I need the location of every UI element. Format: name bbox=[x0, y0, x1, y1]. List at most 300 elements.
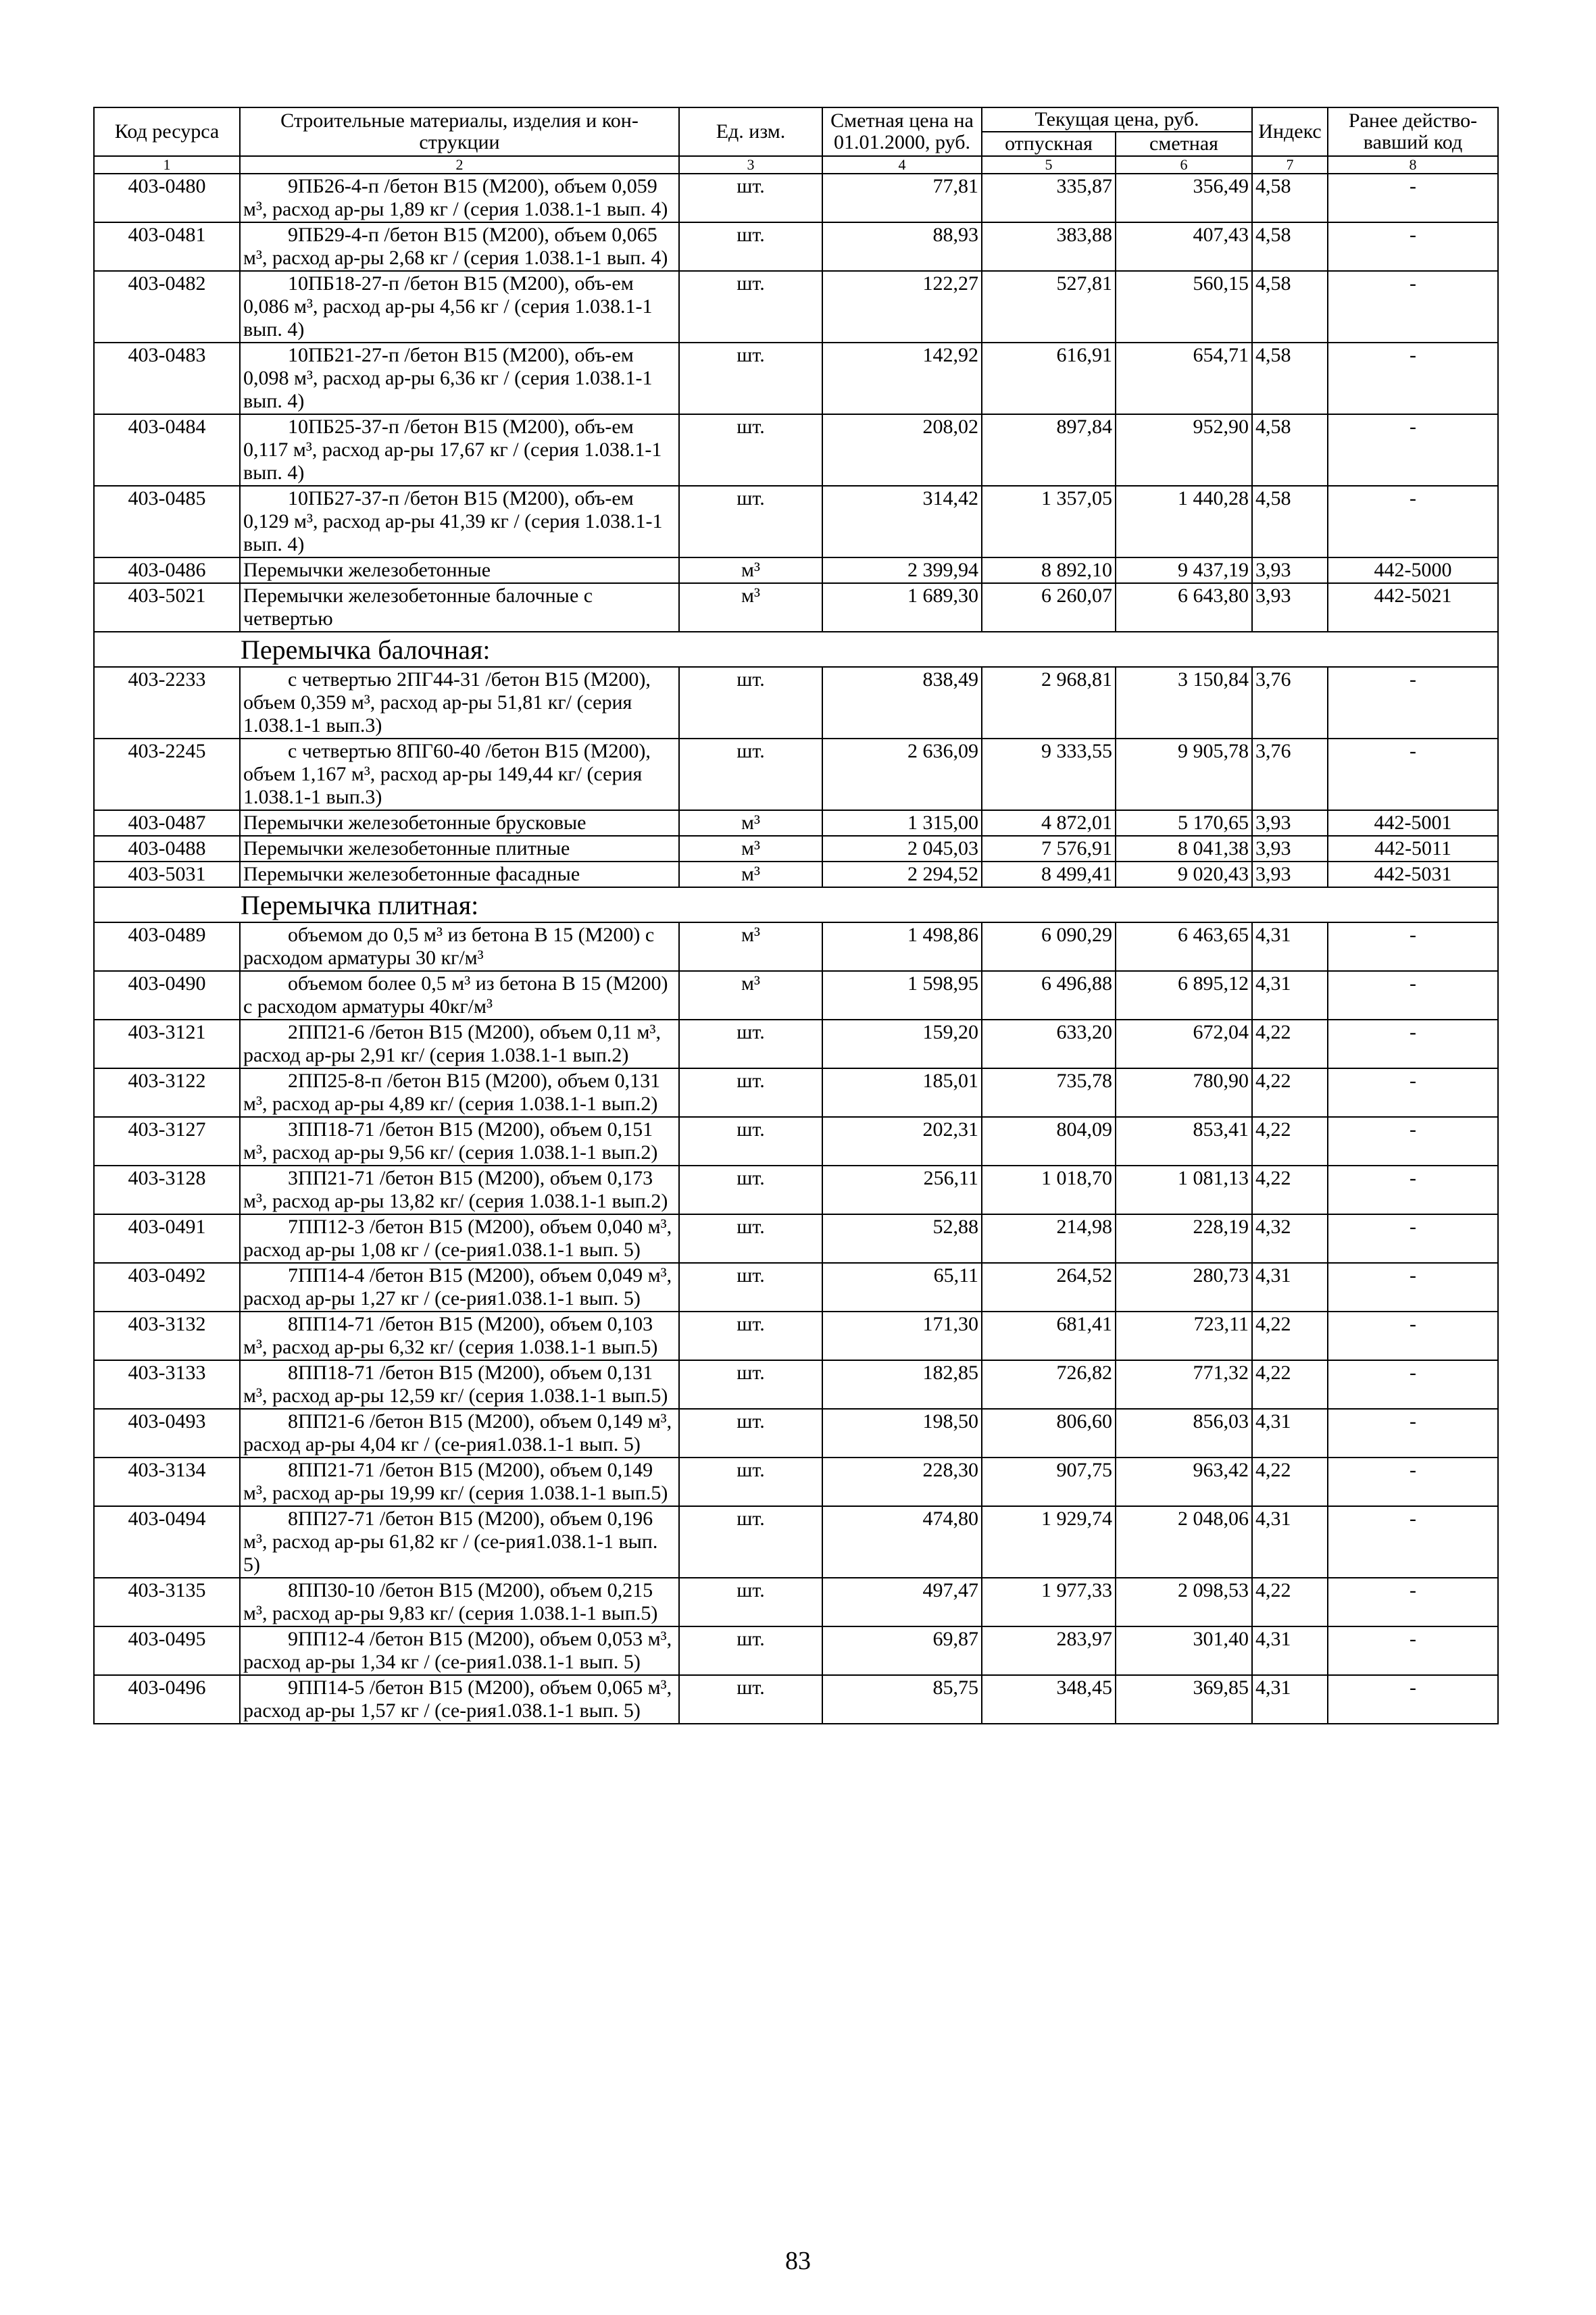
estimate-price-cell: 2 098,53 bbox=[1116, 1578, 1252, 1626]
column-number: 8 bbox=[1328, 156, 1498, 174]
base-price-cell: 122,27 bbox=[822, 271, 982, 343]
base-price-cell: 69,87 bbox=[822, 1626, 982, 1675]
resource-code-cell: 403-0491 bbox=[94, 1214, 240, 1263]
unit-cell: шт. bbox=[679, 1020, 822, 1068]
previous-code-cell: - bbox=[1328, 971, 1498, 1020]
header-selling: отпускная bbox=[982, 132, 1116, 156]
previous-code-cell: - bbox=[1328, 1458, 1498, 1506]
resource-code-cell: 403-3132 bbox=[94, 1312, 240, 1360]
column-number: 7 bbox=[1252, 156, 1328, 174]
base-price-cell: 228,30 bbox=[822, 1458, 982, 1506]
material-name-text: 7ПП14-4 /бетон В15 (М200), объем 0,049 м³, расход ар-ры 1,27 кг / (се-рия1.038.1-1 вып. 5) bbox=[243, 1264, 672, 1310]
unit-cell: шт. bbox=[679, 1409, 822, 1458]
table-row bbox=[94, 583, 1498, 632]
unit-cell: шт. bbox=[679, 1166, 822, 1214]
selling-price-cell: 897,84 bbox=[982, 414, 1116, 486]
index-cell: 4,22 bbox=[1252, 1312, 1328, 1360]
index-cell: 4,22 bbox=[1252, 1360, 1328, 1409]
base-price-cell: 1 689,30 bbox=[822, 583, 982, 632]
resource-code-cell: 403-3127 bbox=[94, 1117, 240, 1166]
index-cell: 4,22 bbox=[1252, 1068, 1328, 1117]
material-name-cell bbox=[240, 1506, 679, 1578]
estimate-price-cell: 8 041,38 bbox=[1116, 836, 1252, 862]
table-row bbox=[94, 1360, 1498, 1409]
column-number-row bbox=[94, 156, 1498, 174]
unit-cell: шт. bbox=[679, 1506, 822, 1578]
index-cell: 4,22 bbox=[1252, 1020, 1328, 1068]
estimate-price-cell: 771,32 bbox=[1116, 1360, 1252, 1409]
unit-cell: шт. bbox=[679, 174, 822, 222]
base-price-cell: 185,01 bbox=[822, 1068, 982, 1117]
index-cell: 4,22 bbox=[1252, 1166, 1328, 1214]
selling-price-cell: 1 977,33 bbox=[982, 1578, 1116, 1626]
table-row bbox=[94, 667, 1498, 739]
material-name-cell bbox=[240, 1626, 679, 1675]
selling-price-cell: 6 260,07 bbox=[982, 583, 1116, 632]
material-name-text: 9ПП12-4 /бетон В15 (М200), объем 0,053 м³, расход ар-ры 1,34 кг / (се-рия1.038.1-1 вып. 5) bbox=[243, 1628, 672, 1673]
base-price-cell: 171,30 bbox=[822, 1312, 982, 1360]
selling-price-cell: 348,45 bbox=[982, 1675, 1116, 1724]
index-cell: 4,31 bbox=[1252, 971, 1328, 1020]
resource-code-cell: 403-0492 bbox=[94, 1263, 240, 1312]
table-row bbox=[94, 414, 1498, 486]
material-name-cell bbox=[240, 583, 679, 632]
index-cell: 4,22 bbox=[1252, 1578, 1328, 1626]
estimate-price-cell: 301,40 bbox=[1116, 1626, 1252, 1675]
index-cell: 3,76 bbox=[1252, 667, 1328, 739]
previous-code-cell: - bbox=[1328, 1214, 1498, 1263]
index-cell: 3,93 bbox=[1252, 583, 1328, 632]
unit-cell: шт. bbox=[679, 1312, 822, 1360]
table-row bbox=[94, 1263, 1498, 1312]
base-price-cell: 142,92 bbox=[822, 343, 982, 414]
material-name-text: 7ПП12-3 /бетон В15 (М200), объем 0,040 м³, расход ар-ры 1,08 кг / (се-рия1.038.1-1 вып. 5) bbox=[243, 1216, 672, 1261]
previous-code-cell: - bbox=[1328, 1020, 1498, 1068]
index-cell: 4,31 bbox=[1252, 922, 1328, 971]
previous-code-cell: 442-5031 bbox=[1328, 862, 1498, 887]
table-row bbox=[94, 343, 1498, 414]
column-number: 3 bbox=[679, 156, 822, 174]
previous-code-cell: - bbox=[1328, 271, 1498, 343]
base-price-cell: 314,42 bbox=[822, 486, 982, 557]
resource-code-cell: 403-0494 bbox=[94, 1506, 240, 1578]
selling-price-cell: 6 496,88 bbox=[982, 971, 1116, 1020]
selling-price-cell: 1 929,74 bbox=[982, 1506, 1116, 1578]
material-name-cell bbox=[240, 922, 679, 971]
header-base-price: Сметная цена на 01.01.2000, руб. bbox=[822, 107, 982, 156]
header-estimate: сметная bbox=[1116, 132, 1252, 156]
material-name-text: 3ПП21-71 /бетон В15 (М200), объем 0,173 м³, расход ар-ры 13,82 кг/ (серия 1.038.1-1 вып.2) bbox=[243, 1167, 668, 1212]
material-name-text: 10ПБ21-27-п /бетон В15 (М200), объ-ем 0,098 м³, расход ар-ры 6,36 кг / (серия 1.038.1-1 вып. 4) bbox=[243, 344, 653, 412]
index-cell: 3,93 bbox=[1252, 862, 1328, 887]
unit-cell: шт. bbox=[679, 1626, 822, 1675]
index-cell: 4,31 bbox=[1252, 1506, 1328, 1578]
estimate-price-cell: 654,71 bbox=[1116, 343, 1252, 414]
section-heading-row bbox=[94, 632, 1498, 667]
resource-code-cell: 403-0484 bbox=[94, 414, 240, 486]
table-row bbox=[94, 739, 1498, 810]
material-name-cell bbox=[240, 1117, 679, 1166]
unit-cell: м³ bbox=[679, 557, 822, 583]
resource-code-cell: 403-2245 bbox=[94, 739, 240, 810]
unit-cell: шт. bbox=[679, 739, 822, 810]
material-name-cell bbox=[240, 739, 679, 810]
selling-price-cell: 907,75 bbox=[982, 1458, 1116, 1506]
selling-price-cell: 735,78 bbox=[982, 1068, 1116, 1117]
unit-cell: шт. bbox=[679, 414, 822, 486]
resource-code-cell: 403-3122 bbox=[94, 1068, 240, 1117]
base-price-cell: 159,20 bbox=[822, 1020, 982, 1068]
material-name-cell bbox=[240, 810, 679, 836]
resource-code-cell: 403-2233 bbox=[94, 667, 240, 739]
table-row bbox=[94, 1117, 1498, 1166]
material-name-cell bbox=[240, 862, 679, 887]
price-table bbox=[93, 107, 1499, 1724]
previous-code-cell: - bbox=[1328, 1675, 1498, 1724]
resource-code-cell: 403-0482 bbox=[94, 271, 240, 343]
table-row bbox=[94, 271, 1498, 343]
material-name-text: 3ПП18-71 /бетон В15 (М200), объем 0,151 м³, расход ар-ры 9,56 кг/ (серия 1.038.1-1 вып.2) bbox=[243, 1118, 658, 1164]
header-index: Индекс bbox=[1252, 107, 1328, 156]
unit-cell: м³ bbox=[679, 971, 822, 1020]
previous-code-cell: - bbox=[1328, 922, 1498, 971]
unit-cell: шт. bbox=[679, 1675, 822, 1724]
base-price-cell: 77,81 bbox=[822, 174, 982, 222]
base-price-cell: 497,47 bbox=[822, 1578, 982, 1626]
estimate-price-cell: 780,90 bbox=[1116, 1068, 1252, 1117]
table-row bbox=[94, 971, 1498, 1020]
material-name-text: Перемычки железобетонные bbox=[243, 559, 491, 581]
previous-code-cell: - bbox=[1328, 1578, 1498, 1626]
selling-price-cell: 9 333,55 bbox=[982, 739, 1116, 810]
previous-code-cell: 442-5001 bbox=[1328, 810, 1498, 836]
table-row bbox=[94, 1214, 1498, 1263]
estimate-price-cell: 952,90 bbox=[1116, 414, 1252, 486]
material-name-cell bbox=[240, 971, 679, 1020]
resource-code-cell: 403-0495 bbox=[94, 1626, 240, 1675]
resource-code-cell: 403-0496 bbox=[94, 1675, 240, 1724]
resource-code-cell: 403-3135 bbox=[94, 1578, 240, 1626]
material-name-text: Перемычки железобетонные брусковые bbox=[243, 812, 587, 834]
base-price-cell: 65,11 bbox=[822, 1263, 982, 1312]
table-row bbox=[94, 174, 1498, 222]
unit-cell: м³ bbox=[679, 922, 822, 971]
unit-cell: шт. bbox=[679, 1214, 822, 1263]
table-header bbox=[94, 107, 1498, 174]
selling-price-cell: 335,87 bbox=[982, 174, 1116, 222]
previous-code-cell: - bbox=[1328, 1263, 1498, 1312]
table-row bbox=[94, 1578, 1498, 1626]
index-cell: 4,58 bbox=[1252, 414, 1328, 486]
previous-code-cell: - bbox=[1328, 1360, 1498, 1409]
resource-code-cell: 403-0493 bbox=[94, 1409, 240, 1458]
material-name-cell bbox=[240, 1214, 679, 1263]
index-cell: 4,58 bbox=[1252, 222, 1328, 271]
material-name-text: 2ПП25-8-п /бетон В15 (М200), объем 0,131 м³, расход ар-ры 4,89 кг/ (серия 1.038.1-1 вып.2) bbox=[243, 1070, 661, 1115]
previous-code-cell: - bbox=[1328, 1506, 1498, 1578]
base-price-cell: 838,49 bbox=[822, 667, 982, 739]
column-number: 4 bbox=[822, 156, 982, 174]
previous-code-cell: - bbox=[1328, 1409, 1498, 1458]
material-name-cell bbox=[240, 1409, 679, 1458]
previous-code-cell: - bbox=[1328, 343, 1498, 414]
section-heading: Перемычка балочная: bbox=[94, 632, 1498, 667]
table-row bbox=[94, 1626, 1498, 1675]
material-name-text: 8ПП21-6 /бетон В15 (М200), объем 0,149 м³, расход ар-ры 4,04 кг / (се-рия1.038.1-1 вып. 5) bbox=[243, 1410, 672, 1455]
resource-code-cell: 403-0480 bbox=[94, 174, 240, 222]
table-row bbox=[94, 1409, 1498, 1458]
unit-cell: шт. bbox=[679, 486, 822, 557]
index-cell: 4,58 bbox=[1252, 271, 1328, 343]
estimate-price-cell: 369,85 bbox=[1116, 1675, 1252, 1724]
selling-price-cell: 681,41 bbox=[982, 1312, 1116, 1360]
table-row bbox=[94, 1675, 1498, 1724]
column-number: 6 bbox=[1116, 156, 1252, 174]
section-heading-row bbox=[94, 887, 1498, 922]
index-cell: 4,22 bbox=[1252, 1117, 1328, 1166]
material-name-cell bbox=[240, 1312, 679, 1360]
table-row bbox=[94, 222, 1498, 271]
material-name-text: 10ПБ25-37-п /бетон В15 (М200), объ-ем 0,117 м³, расход ар-ры 17,67 кг / (серия 1.038.1-1 вып. 4) bbox=[243, 416, 662, 484]
previous-code-cell: - bbox=[1328, 739, 1498, 810]
table-row bbox=[94, 1458, 1498, 1506]
estimate-price-cell: 723,11 bbox=[1116, 1312, 1252, 1360]
page-number: 83 bbox=[785, 2247, 811, 2275]
column-number: 1 bbox=[94, 156, 240, 174]
material-name-cell bbox=[240, 1360, 679, 1409]
material-name-text: Перемычки железобетонные балочные с четвертью bbox=[243, 584, 593, 630]
unit-cell: м³ bbox=[679, 810, 822, 836]
estimate-price-cell: 856,03 bbox=[1116, 1409, 1252, 1458]
base-price-cell: 1 498,86 bbox=[822, 922, 982, 971]
unit-cell: шт. bbox=[679, 222, 822, 271]
material-name-text: 10ПБ27-37-п /бетон В15 (М200), объ-ем 0,129 м³, расход ар-ры 41,39 кг / (серия 1.038.1-1 вып. 4) bbox=[243, 487, 663, 555]
index-cell: 3,93 bbox=[1252, 557, 1328, 583]
unit-cell: шт. bbox=[679, 271, 822, 343]
base-price-cell: 1 315,00 bbox=[822, 810, 982, 836]
index-cell: 3,76 bbox=[1252, 739, 1328, 810]
material-name-cell bbox=[240, 1166, 679, 1214]
estimate-price-cell: 1 440,28 bbox=[1116, 486, 1252, 557]
base-price-cell: 208,02 bbox=[822, 414, 982, 486]
estimate-price-cell: 2 048,06 bbox=[1116, 1506, 1252, 1578]
material-name-cell bbox=[240, 222, 679, 271]
selling-price-cell: 4 872,01 bbox=[982, 810, 1116, 836]
material-name-text: объемом более 0,5 м³ из бетона В 15 (М200) с расходом арматуры 40кг/м³ bbox=[243, 972, 668, 1018]
estimate-price-cell: 6 643,80 bbox=[1116, 583, 1252, 632]
estimate-price-cell: 3 150,84 bbox=[1116, 667, 1252, 739]
base-price-cell: 2 294,52 bbox=[822, 862, 982, 887]
previous-code-cell: - bbox=[1328, 1626, 1498, 1675]
unit-cell: шт. bbox=[679, 1578, 822, 1626]
resource-code-cell: 403-0489 bbox=[94, 922, 240, 971]
index-cell: 4,58 bbox=[1252, 174, 1328, 222]
selling-price-cell: 1 357,05 bbox=[982, 486, 1116, 557]
resource-code-cell: 403-3121 bbox=[94, 1020, 240, 1068]
resource-code-cell: 403-0481 bbox=[94, 222, 240, 271]
previous-code-cell: - bbox=[1328, 1166, 1498, 1214]
index-cell: 4,31 bbox=[1252, 1409, 1328, 1458]
selling-price-cell: 1 018,70 bbox=[982, 1166, 1116, 1214]
material-name-text: 8ПП30-10 /бетон В15 (М200), объем 0,215 м³, расход ар-ры 9,83 кг/ (серия 1.038.1-1 вып.5) bbox=[243, 1579, 658, 1624]
material-name-text: с четвертью 2ПГ44-31 /бетон В15 (М200), объем 0,359 м³, расход ар-ры 51,81 кг/ (серия 1.038.1-1 вып.3) bbox=[243, 668, 651, 737]
base-price-cell: 88,93 bbox=[822, 222, 982, 271]
estimate-price-cell: 407,43 bbox=[1116, 222, 1252, 271]
base-price-cell: 85,75 bbox=[822, 1675, 982, 1724]
material-name-text: 2ПП21-6 /бетон В15 (М200), объем 0,11 м³, расход ар-ры 2,91 кг/ (серия 1.038.1-1 вып.2) bbox=[243, 1021, 661, 1066]
material-name-text: 9ПП14-5 /бетон В15 (М200), объем 0,065 м³, расход ар-ры 1,57 кг / (се-рия1.038.1-1 вып. 5) bbox=[243, 1676, 672, 1722]
base-price-cell: 2 045,03 bbox=[822, 836, 982, 862]
material-name-cell bbox=[240, 486, 679, 557]
selling-price-cell: 527,81 bbox=[982, 271, 1116, 343]
base-price-cell: 474,80 bbox=[822, 1506, 982, 1578]
material-name-text: объемом до 0,5 м³ из бетона В 15 (М200) с расходом арматуры 30 кг/м³ bbox=[243, 924, 655, 969]
resource-code-cell: 403-0490 bbox=[94, 971, 240, 1020]
selling-price-cell: 8 499,41 bbox=[982, 862, 1116, 887]
selling-price-cell: 214,98 bbox=[982, 1214, 1116, 1263]
selling-price-cell: 806,60 bbox=[982, 1409, 1116, 1458]
estimate-price-cell: 280,73 bbox=[1116, 1263, 1252, 1312]
material-name-cell bbox=[240, 1675, 679, 1724]
table-row bbox=[94, 486, 1498, 557]
column-number: 5 bbox=[982, 156, 1116, 174]
unit-cell: шт. bbox=[679, 1263, 822, 1312]
table-row bbox=[94, 810, 1498, 836]
material-name-cell bbox=[240, 271, 679, 343]
base-price-cell: 2 636,09 bbox=[822, 739, 982, 810]
selling-price-cell: 633,20 bbox=[982, 1020, 1116, 1068]
estimate-price-cell: 356,49 bbox=[1116, 174, 1252, 222]
resource-code-cell: 403-0487 bbox=[94, 810, 240, 836]
index-cell: 4,58 bbox=[1252, 343, 1328, 414]
material-name-text: 8ПП27-71 /бетон В15 (М200), объем 0,196 м³, расход ар-ры 61,82 кг / (се-рия1.038.1-1 вып. 5) bbox=[243, 1508, 658, 1576]
material-name-text: с четвертью 8ПГ60-40 /бетон В15 (М200), объем 1,167 м³, расход ар-ры 149,44 кг/ (серия 1.038.1-1 вып.3) bbox=[243, 740, 651, 808]
material-name-cell bbox=[240, 667, 679, 739]
material-name-text: 9ПБ26-4-п /бетон В15 (М200), объем 0,059 м³, расход ар-ры 1,89 кг / (серия 1.038.1-1 вып. 4) bbox=[243, 175, 668, 220]
resource-code-cell: 403-3128 bbox=[94, 1166, 240, 1214]
previous-code-cell: 442-5021 bbox=[1328, 583, 1498, 632]
base-price-cell: 256,11 bbox=[822, 1166, 982, 1214]
previous-code-cell: - bbox=[1328, 222, 1498, 271]
header-name: Строительные материалы, изделия и кон-струкции bbox=[240, 107, 679, 156]
selling-price-cell: 7 576,91 bbox=[982, 836, 1116, 862]
material-name-cell bbox=[240, 1458, 679, 1506]
estimate-price-cell: 6 463,65 bbox=[1116, 922, 1252, 971]
selling-price-cell: 264,52 bbox=[982, 1263, 1116, 1312]
index-cell: 4,58 bbox=[1252, 486, 1328, 557]
table-row bbox=[94, 1020, 1498, 1068]
table-row bbox=[94, 836, 1498, 862]
base-price-cell: 182,85 bbox=[822, 1360, 982, 1409]
material-name-cell bbox=[240, 1020, 679, 1068]
index-cell: 4,22 bbox=[1252, 1458, 1328, 1506]
resource-code-cell: 403-0488 bbox=[94, 836, 240, 862]
index-cell: 4,31 bbox=[1252, 1675, 1328, 1724]
base-price-cell: 2 399,94 bbox=[822, 557, 982, 583]
estimate-price-cell: 9 905,78 bbox=[1116, 739, 1252, 810]
unit-cell: шт. bbox=[679, 1068, 822, 1117]
estimate-price-cell: 6 895,12 bbox=[1116, 971, 1252, 1020]
previous-code-cell: - bbox=[1328, 174, 1498, 222]
unit-cell: шт. bbox=[679, 667, 822, 739]
table-row bbox=[94, 1312, 1498, 1360]
unit-cell: шт. bbox=[679, 1117, 822, 1166]
selling-price-cell: 6 090,29 bbox=[982, 922, 1116, 971]
estimate-price-cell: 5 170,65 bbox=[1116, 810, 1252, 836]
estimate-price-cell: 963,42 bbox=[1116, 1458, 1252, 1506]
material-name-text: 10ПБ18-27-п /бетон В15 (М200), объ-ем 0,086 м³, расход ар-ры 4,56 кг / (серия 1.038.1-1 вып. 4) bbox=[243, 272, 653, 341]
column-number: 2 bbox=[240, 156, 679, 174]
selling-price-cell: 616,91 bbox=[982, 343, 1116, 414]
resource-code-cell: 403-0485 bbox=[94, 486, 240, 557]
index-cell: 4,31 bbox=[1252, 1263, 1328, 1312]
header-unit: Ед. изм. bbox=[679, 107, 822, 156]
material-name-text: 8ПП14-71 /бетон В15 (М200), объем 0,103 м³, расход ар-ры 6,32 кг/ (серия 1.038.1-1 вып.5) bbox=[243, 1313, 658, 1358]
material-name-cell bbox=[240, 343, 679, 414]
resource-code-cell: 403-5031 bbox=[94, 862, 240, 887]
table-body bbox=[94, 174, 1498, 1724]
material-name-text: Перемычки железобетонные плитные bbox=[243, 837, 570, 860]
base-price-cell: 198,50 bbox=[822, 1409, 982, 1458]
section-heading: Перемычка плитная: bbox=[94, 887, 1498, 922]
material-name-cell bbox=[240, 1263, 679, 1312]
estimate-price-cell: 1 081,13 bbox=[1116, 1166, 1252, 1214]
base-price-cell: 1 598,95 bbox=[822, 971, 982, 1020]
selling-price-cell: 726,82 bbox=[982, 1360, 1116, 1409]
resource-code-cell: 403-3133 bbox=[94, 1360, 240, 1409]
resource-code-cell: 403-5021 bbox=[94, 583, 240, 632]
table-row bbox=[94, 922, 1498, 971]
material-name-cell bbox=[240, 1068, 679, 1117]
base-price-cell: 202,31 bbox=[822, 1117, 982, 1166]
resource-code-cell: 403-0486 bbox=[94, 557, 240, 583]
selling-price-cell: 283,97 bbox=[982, 1626, 1116, 1675]
estimate-price-cell: 853,41 bbox=[1116, 1117, 1252, 1166]
resource-code-cell: 403-3134 bbox=[94, 1458, 240, 1506]
material-name-text: 9ПБ29-4-п /бетон В15 (М200), объем 0,065 м³, расход ар-ры 2,68 кг / (серия 1.038.1-1 вып. 4) bbox=[243, 224, 668, 269]
unit-cell: м³ bbox=[679, 836, 822, 862]
header-code: Код ресурса bbox=[94, 107, 240, 156]
previous-code-cell: 442-5011 bbox=[1328, 836, 1498, 862]
index-cell: 4,32 bbox=[1252, 1214, 1328, 1263]
estimate-price-cell: 560,15 bbox=[1116, 271, 1252, 343]
table-row bbox=[94, 1506, 1498, 1578]
selling-price-cell: 804,09 bbox=[982, 1117, 1116, 1166]
selling-price-cell: 8 892,10 bbox=[982, 557, 1116, 583]
previous-code-cell: - bbox=[1328, 1068, 1498, 1117]
index-cell: 3,93 bbox=[1252, 836, 1328, 862]
base-price-cell: 52,88 bbox=[822, 1214, 982, 1263]
previous-code-cell: - bbox=[1328, 667, 1498, 739]
header-current-price: Текущая цена, руб. bbox=[982, 107, 1252, 132]
material-name-text: Перемычки железобетонные фасадные bbox=[243, 863, 580, 885]
header-prev-code: Ранее действо-вавший код bbox=[1328, 107, 1498, 156]
index-cell: 3,93 bbox=[1252, 810, 1328, 836]
estimate-price-cell: 672,04 bbox=[1116, 1020, 1252, 1068]
unit-cell: м³ bbox=[679, 862, 822, 887]
estimate-price-cell: 228,19 bbox=[1116, 1214, 1252, 1263]
previous-code-cell: - bbox=[1328, 486, 1498, 557]
previous-code-cell: - bbox=[1328, 414, 1498, 486]
material-name-cell bbox=[240, 174, 679, 222]
table-row bbox=[94, 1166, 1498, 1214]
estimate-price-cell: 9 437,19 bbox=[1116, 557, 1252, 583]
selling-price-cell: 2 968,81 bbox=[982, 667, 1116, 739]
material-name-cell bbox=[240, 557, 679, 583]
index-cell: 4,31 bbox=[1252, 1626, 1328, 1675]
unit-cell: шт. bbox=[679, 1360, 822, 1409]
material-name-text: 8ПП18-71 /бетон В15 (М200), объем 0,131 м³, расход ар-ры 12,59 кг/ (серия 1.038.1-1 вып.5) bbox=[243, 1362, 668, 1407]
